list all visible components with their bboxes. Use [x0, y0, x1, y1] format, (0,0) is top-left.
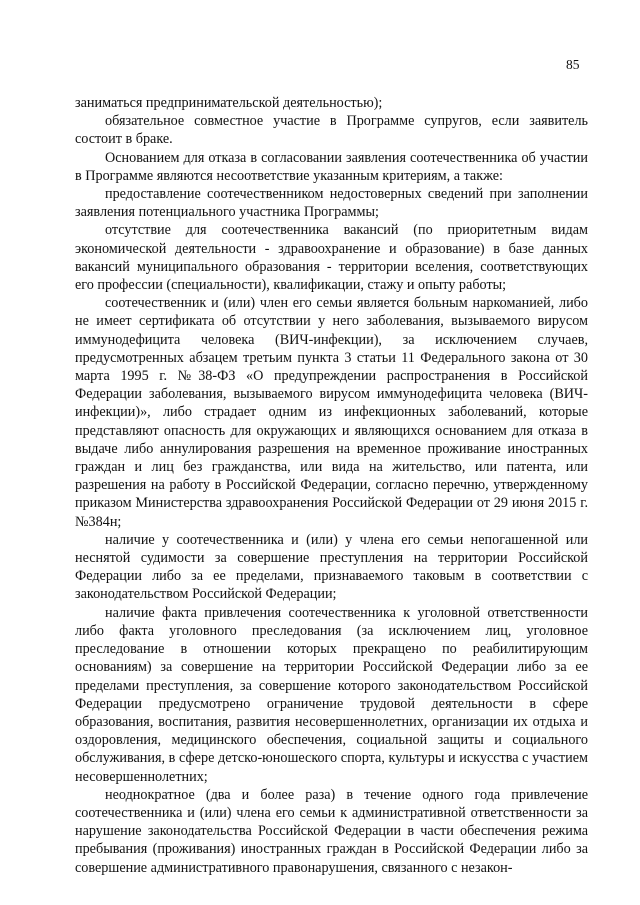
- paragraph-6: соотечественник и (или) член его семьи является больным наркоманией, либо не имеет сертификата об отсутствии у него заболевания, вызываемого вирусом иммунодефицита человека (ВИЧ-инфекции), за исключением случаев, предусмотренных абзацем третьим пункта 3 статьи 11 Федерального закона от 30 марта 1995 г. №38-ФЗ «О предупреждении распространения в Российской Федерации заболевания, вызываемого вирусом иммунодефицита человека (ВИЧ-инфекции)», либо страдает одним из инфекционных заболеваний, которые представляют опасность для окружающих и являющихся основанием для отказа в выдаче либо аннулирования разрешения на временное проживание иностранных граждан и лиц без гражданства, или вида на жительство, или патента, или разрешения на работу в Российской Федерации, согласно перечню, утвержденному приказом Министерства здравоохранения Российской Федерации от 29 июня 2015 г. №384н;: [75, 295, 588, 530]
- body-text: [75, 94, 588, 877]
- page-number: 85: [566, 57, 580, 72]
- paragraph-3: Основанием для отказа в согласовании заявления соотечественника об участии в Программе являются несоответствие указанным критериям, а также:: [75, 149, 588, 184]
- paragraph-9: неоднократное (два и более раза) в течение одного года привлечение соотечественника и (или) члена его семьи к административной ответственности за нарушение законодательства Российской Федерации в части обеспечения режима пребывания (проживания) иностранных граждан в Российской Федерации либо за совершение административного правонарушения, связанного с незакон-: [75, 786, 588, 876]
- paragraph-7: наличие у соотечественника и (или) у члена его семьи непогашенной или неснятой судимости за совершение преступления на территории Российской Федерации либо за ее пределами, признаваемого таковым в соответствии с законодательством Российской Федерации;: [75, 531, 588, 603]
- paragraph-2: обязательное совместное участие в Программе супругов, если заявитель состоит в браке.: [75, 113, 588, 148]
- paragraph-4: предоставление соотечественником недостоверных сведений при заполнении заявления потенциального участника Программы;: [75, 186, 588, 221]
- paragraph-5: отсутствие для соотечественника вакансий (по приоритетным видам экономической деятельности - здравоохранение и образование) в базе данных вакансий муниципального образования - территории вселения, соответствующих его профессии (специальности), квалификации, стажу и опыту работы;: [75, 222, 588, 294]
- paragraph-8: наличие факта привлечения соотечественника к уголовной ответственности либо факта уголовного преследования (за исключением лиц, уголовное преследование в отношении которых прекращено по реабилитирующим основаниям) за совершение на территории Российской Федерации либо за ее пределами преступления, за совершение которого законодательством Российской Федерации предусмотрено ограничение трудовой деятельности в сфере образования, воспитания, развития несовершеннолетних, организации их отдыха и оздоровления, медицинского обеспечения, социальной защиты и социального обслуживания, в сфере детско-юношеского спорта, культуры и искусства с участием несовершеннолетних;: [75, 604, 588, 785]
- paragraph-1: заниматься предпринимательской деятельностью);: [75, 95, 383, 111]
